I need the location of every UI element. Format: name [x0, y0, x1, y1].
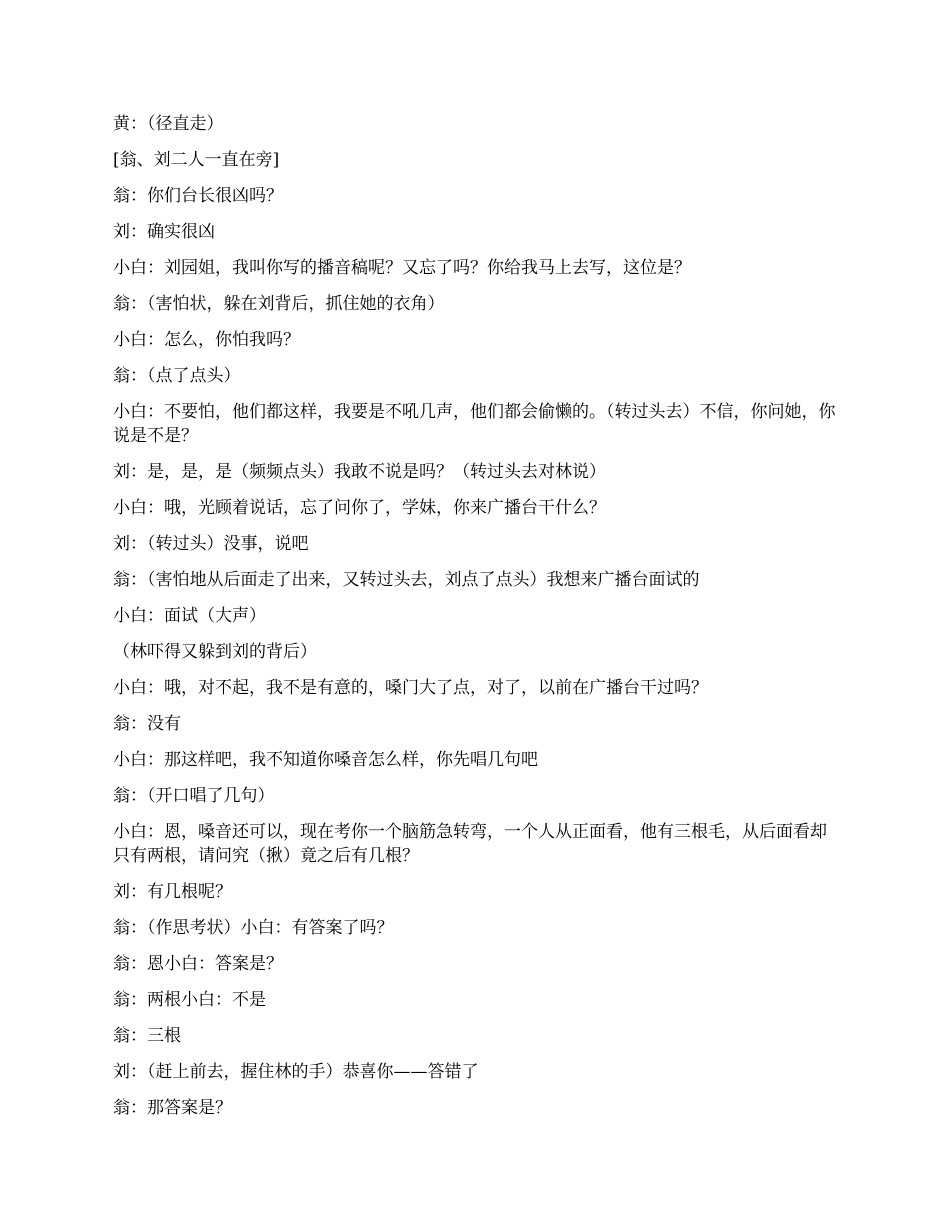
script-line: 翁：（开口唱了几句）: [113, 786, 275, 806]
script-line: 翁：三根: [113, 1026, 181, 1046]
script-line: （林吓得又躲到刘的背后）: [113, 642, 317, 662]
script-line: 翁：（作思考状）小白：有答案了吗？: [113, 918, 394, 938]
script-line: 翁：两根小白：不是: [113, 990, 266, 1010]
script-line: 小白：刘园姐，我叫你写的播音稿呢？又忘了吗？你给我马上去写，这位是？: [113, 258, 691, 278]
script-line: 刘：（赶上前去，握住林的手）恭喜你——答错了: [113, 1062, 479, 1082]
script-line: 刘：确实很凶: [113, 222, 215, 242]
script-line: [翁、刘二人一直在旁]: [113, 150, 280, 170]
script-line: 小白：哦，光顾着说话，忘了问你了，学妹，你来广播台干什么？: [113, 498, 606, 518]
script-line: 小白：不要怕，他们都这样，我要是不吼几声，他们都会偷懒的。（转过头去）不信，你问她，你说是不是？: [113, 402, 836, 446]
script-line: 刘：（转过头）没事，说吧: [113, 534, 309, 554]
script-line: 翁：（害怕地从后面走了出来，又转过头去，刘点了点头）我想来广播台面试的: [113, 570, 700, 590]
script-line: 小白：那这样吧，我不知道你嗓音怎么样，你先唱几句吧: [113, 750, 538, 770]
script-line: 翁：你们台长很凶吗？: [113, 186, 283, 206]
script-line: 翁：（点了点头）: [113, 366, 241, 386]
script-line: 翁：恩小白：答案是？: [113, 954, 283, 974]
script-body: [113, 112, 843, 1132]
script-line: 小白：面试（大声）: [113, 606, 266, 626]
script-line: 翁：没有: [113, 714, 181, 734]
script-line: 黄：（径直走）: [113, 114, 224, 134]
script-line: 小白：怎么，你怕我吗？: [113, 330, 300, 350]
script-line: 翁：那答案是？: [113, 1098, 232, 1118]
script-line: 刘：有几根呢？: [113, 882, 232, 902]
script-line: 小白：恩，嗓音还可以，现在考你一个脑筋急转弯，一个人从正面看，他有三根毛，从后面看却只有两根，请问究（揪）竟之后有几根？: [113, 822, 827, 866]
script-line: 翁：（害怕状，躲在刘背后，抓住她的衣角）: [113, 294, 445, 314]
script-line: 刘：是，是，是（频频点头）我敢不说是吗？（转过头去对林说）: [113, 462, 606, 482]
script-line: 小白：哦，对不起，我不是有意的，嗓门大了点，对了，以前在广播台干过吗？: [113, 678, 708, 698]
